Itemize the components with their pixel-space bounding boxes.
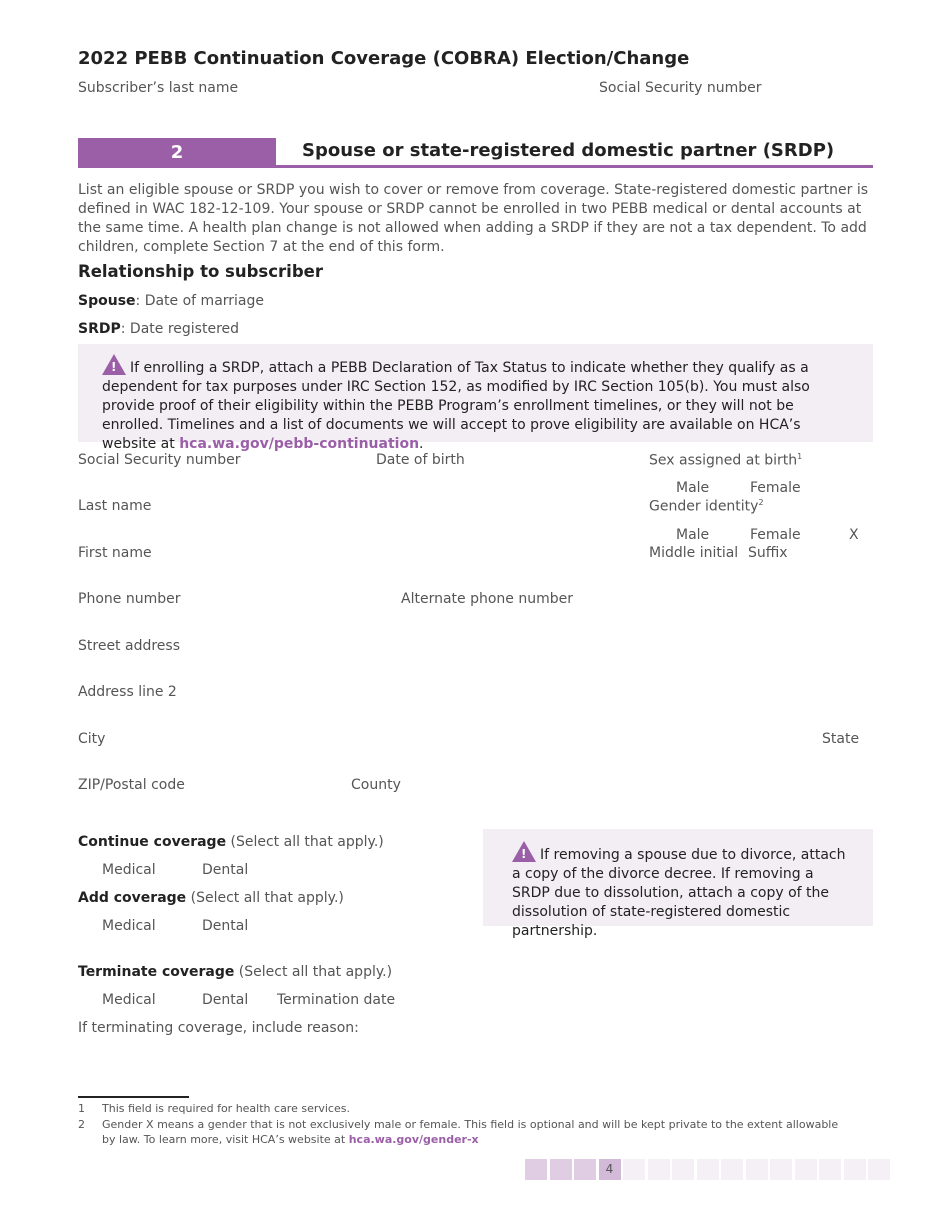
gender-identity-text: Gender identity bbox=[649, 498, 759, 515]
state-label: State bbox=[822, 731, 860, 747]
section-intro: List an eligible spouse or SRDP you wish to cover or remove from coverage. State-registered domestic partner is defined in WAC 182-12-109. Your spouse or SRDP cannot be enrolled in two PEBB medical or dental accounts at the same time. A health plan change is not allowed when adding a SRDP if they are not a tax dependent. To add children, complete Section 7 at the end of this form. bbox=[78, 182, 869, 255]
add-dental-checkbox[interactable]: Dental bbox=[202, 918, 249, 934]
add-coverage-bold: Add coverage bbox=[78, 890, 187, 906]
divorce-warning-body: If removing a spouse due to divorce, attach a copy of the divorce decree. If removing a SRDP due to dissolution, attach a copy of the dissolution of state-registered domestic partnership. bbox=[512, 847, 846, 939]
srdp-label: SRDP bbox=[78, 321, 121, 337]
section-number: 2 bbox=[78, 138, 276, 168]
termination-date-label: Termination date bbox=[277, 992, 396, 1008]
page-square bbox=[746, 1159, 768, 1180]
page-square bbox=[623, 1159, 645, 1180]
srdp-warning-box bbox=[78, 344, 873, 452]
relationship-heading: Relationship to subscriber bbox=[78, 262, 323, 281]
gender-x-link[interactable]: hca.wa.gov/gender-x bbox=[348, 1133, 479, 1146]
date-of-marriage-label: : Date of marriage bbox=[135, 293, 265, 309]
sex-female-checkbox[interactable]: Female bbox=[750, 480, 801, 496]
subscriber-ssn-label: Social Security number bbox=[599, 80, 762, 96]
warning-icon: ! bbox=[102, 354, 126, 375]
gender-male-checkbox[interactable]: Male bbox=[676, 527, 710, 543]
address-line-2-label: Address line 2 bbox=[78, 684, 177, 700]
srdp-warning-text bbox=[102, 354, 850, 454]
sex-male-checkbox[interactable]: Male bbox=[676, 480, 710, 496]
dob-field-label: Date of birth bbox=[376, 452, 465, 468]
footnote-ref-2: 2 bbox=[758, 498, 764, 507]
page-square bbox=[550, 1159, 572, 1180]
terminate-coverage-hint: (Select all that apply.) bbox=[234, 964, 393, 980]
warning-icon: ! bbox=[512, 841, 536, 862]
terminate-medical-checkbox[interactable]: Medical bbox=[102, 992, 156, 1008]
page-square bbox=[770, 1159, 792, 1180]
county-label: County bbox=[351, 777, 401, 793]
footnote-ref-1: 1 bbox=[797, 452, 803, 461]
form-title: 2022 PEBB Continuation Coverage (COBRA) Election/Change bbox=[78, 48, 690, 69]
ssn-field-label: Social Security number bbox=[78, 452, 241, 468]
terminate-dental-checkbox[interactable]: Dental bbox=[202, 992, 249, 1008]
continue-coverage-label bbox=[78, 834, 384, 850]
continue-medical-checkbox[interactable]: Medical bbox=[102, 862, 156, 878]
city-label: City bbox=[78, 731, 106, 747]
gender-female-checkbox[interactable]: Female bbox=[750, 527, 801, 543]
footnote-1-text: This field is required for health care services. bbox=[102, 1102, 350, 1115]
page-square bbox=[672, 1159, 694, 1180]
page-square bbox=[868, 1159, 890, 1180]
sex-at-birth-text: Sex assigned at birth bbox=[649, 452, 798, 469]
footnote-divider bbox=[78, 1096, 189, 1098]
subscriber-last-name-label: Subscriber’s last name bbox=[78, 80, 239, 96]
continue-dental-checkbox[interactable]: Dental bbox=[202, 862, 249, 878]
middle-initial-label: Middle initial bbox=[649, 545, 739, 561]
page-square bbox=[721, 1159, 743, 1180]
terminate-coverage-label bbox=[78, 964, 392, 980]
footnote-2-number: 2 bbox=[78, 1118, 85, 1131]
spouse-label: Spouse bbox=[78, 293, 136, 309]
suffix-label: Suffix bbox=[748, 545, 788, 561]
footnote-1-number: 1 bbox=[78, 1102, 85, 1115]
current-page-number: 4 bbox=[599, 1159, 621, 1180]
page-square bbox=[525, 1159, 547, 1180]
page-square bbox=[844, 1159, 866, 1180]
page-square bbox=[697, 1159, 719, 1180]
last-name-label: Last name bbox=[78, 498, 152, 514]
continue-coverage-bold: Continue coverage bbox=[78, 834, 227, 850]
continue-coverage-hint: (Select all that apply.) bbox=[226, 834, 384, 850]
srdp-date-registered[interactable] bbox=[78, 321, 239, 337]
section-title: Spouse or state-registered domestic partner (SRDP) bbox=[302, 140, 835, 161]
gender-identity-label bbox=[649, 498, 764, 515]
divorce-warning-box bbox=[483, 829, 873, 939]
add-coverage-label bbox=[78, 890, 344, 906]
footnote-2-body: Gender X means a gender that is not exclusively male or female. This field is optional and will be kept private to the extent allowable by law. To learn more, visit HCA’s website at bbox=[102, 1118, 839, 1146]
srdp-warning-end: . bbox=[419, 436, 424, 452]
add-coverage-hint: (Select all that apply.) bbox=[186, 890, 344, 906]
page-square bbox=[574, 1159, 596, 1180]
date-registered-label: : Date registered bbox=[120, 321, 240, 337]
zip-label: ZIP/Postal code bbox=[78, 777, 185, 793]
add-medical-checkbox[interactable]: Medical bbox=[102, 918, 156, 934]
divorce-warning-text bbox=[512, 841, 847, 941]
termination-reason-label: If terminating coverage, include reason: bbox=[78, 1020, 359, 1036]
page-square bbox=[819, 1159, 841, 1180]
section-rule bbox=[78, 165, 873, 168]
page-square bbox=[648, 1159, 670, 1180]
alt-phone-label: Alternate phone number bbox=[401, 591, 573, 607]
gender-x-checkbox[interactable]: X bbox=[849, 527, 859, 543]
footnote-2-text bbox=[102, 1117, 854, 1147]
phone-label: Phone number bbox=[78, 591, 181, 607]
page-square bbox=[795, 1159, 817, 1180]
street-address-label: Street address bbox=[78, 638, 180, 654]
pebb-continuation-link[interactable]: hca.wa.gov/pebb-continuation bbox=[179, 436, 420, 452]
spouse-date-of-marriage[interactable] bbox=[78, 293, 264, 309]
srdp-warning-body: If enrolling a SRDP, attach a PEBB Declaration of Tax Status to indicate whether they qualify as a dependent for tax purposes under IRC Section 152, as modified by IRC Section 105(b). You must also provide proof of their eligibility within the PEBB Program’s enrollment timelines, or they will not be enrolled. Timelines and a list of documents we will accept to prove eligibility are available on HCA’s website at bbox=[102, 360, 810, 452]
terminate-coverage-bold: Terminate coverage bbox=[78, 964, 235, 980]
sex-at-birth-label bbox=[649, 452, 802, 469]
first-name-label: First name bbox=[78, 545, 152, 561]
